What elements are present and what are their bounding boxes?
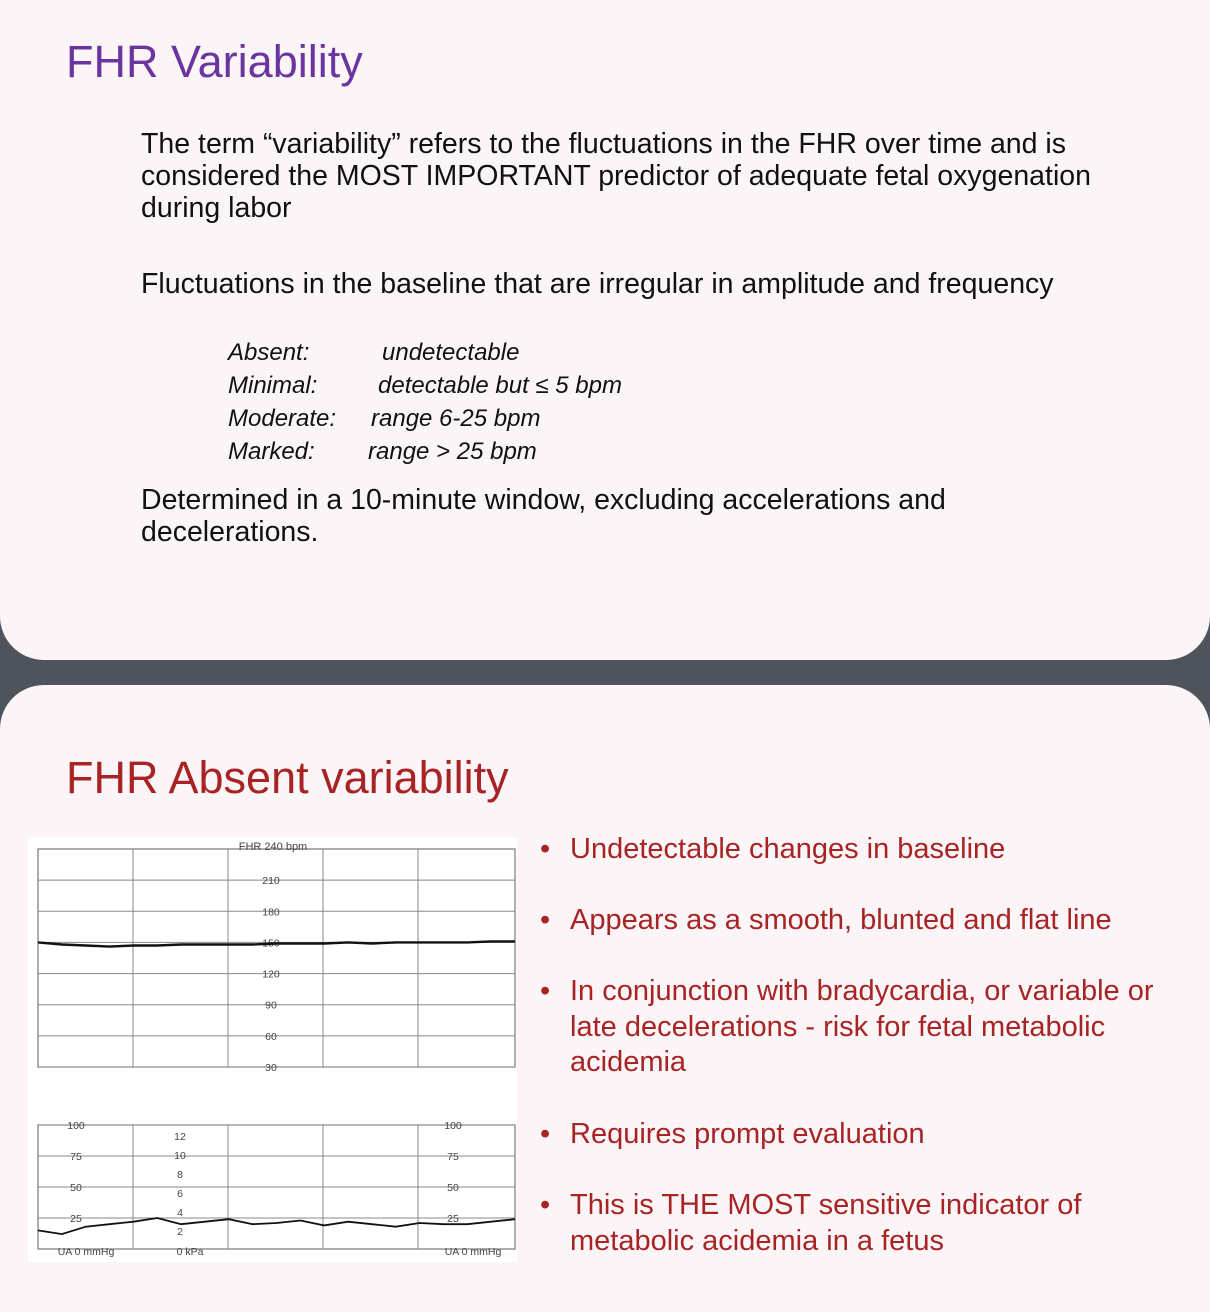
fhr-tick-label: 90 [265, 999, 277, 1012]
ua-right-tick-label: 75 [447, 1151, 459, 1163]
ua-left-tick-label: 25 [70, 1213, 82, 1225]
ua-kpa-tick-label: 8 [177, 1169, 183, 1181]
absent-variability-bullets [538, 832, 1188, 1259]
ua-kpa-axis-label: 0 kPa [176, 1246, 204, 1258]
fhr-tracing-chart [28, 837, 517, 1262]
level-term: Marked: [228, 438, 315, 465]
bullet-item [538, 1117, 1188, 1153]
ua-left-axis-label: UA 0 mmHg [57, 1246, 115, 1258]
bullet-item [538, 974, 1188, 1081]
bullet-text: Appears as a smooth, blunted and flat line [570, 903, 1112, 936]
ua-right-tick-label: 100 [444, 1120, 462, 1132]
variability-level-absent [228, 336, 748, 369]
bullet-item [538, 1188, 1188, 1259]
level-definition: range 6-25 bpm [371, 405, 541, 432]
fhr-tick-label: 180 [262, 906, 280, 919]
variability-levels-list [228, 336, 748, 468]
slide-title: FHR Variability [66, 36, 363, 87]
level-term: Absent: [228, 339, 310, 366]
variability-definition: The term “variability” refers to the fluctuations in the FHR over time and is considered the MOST IMPORTANT predictor of adequate fetal oxygenation during labor [141, 128, 1091, 224]
fhr-tracing-svg [28, 837, 517, 1262]
fluctuations-description: Fluctuations in the baseline that are irregular in amplitude and frequency [141, 268, 1054, 300]
ua-kpa-tick-label: 10 [174, 1150, 186, 1162]
ua-left-tick-label: 50 [70, 1182, 82, 1194]
ua-right-tick-label: 50 [447, 1182, 459, 1194]
bullet-dot: • [540, 903, 551, 936]
window-note: Determined in a 10-minute window, excluding accelerations and decelerations. [141, 484, 946, 548]
bullet-dot: • [540, 1189, 551, 1221]
slide-fhr-absent-variability [0, 685, 1210, 1312]
bullet-text: This is THE MOST sensitive indicator of metabolic acidemia in a fetus [570, 1189, 1082, 1257]
bullet-dot: • [540, 975, 551, 1007]
fhr-tick-label: 210 [262, 875, 280, 888]
level-definition: detectable but ≤ 5 bpm [378, 372, 622, 399]
variability-level-moderate [228, 402, 748, 435]
fhr-tick-label: 150 [262, 937, 280, 950]
ua-left-tick-label: 100 [67, 1120, 85, 1132]
bullet-text: Undetectable changes in baseline [570, 833, 1006, 865]
ua-left-tick-label: 75 [70, 1151, 82, 1163]
bullet-item [538, 903, 1188, 939]
bullet-dot: • [540, 833, 551, 865]
ua-trace-line [38, 1218, 515, 1234]
fhr-title-label: FHR 240 bpm [238, 841, 308, 853]
ua-kpa-tick-label: 2 [177, 1226, 183, 1238]
variability-level-marked [228, 435, 748, 468]
ua-right-tick-label: 25 [447, 1213, 459, 1225]
fhr-tick-label: 60 [265, 1030, 277, 1043]
level-term: Moderate: [228, 405, 337, 432]
level-definition: undetectable [382, 339, 520, 366]
ua-kpa-tick-label: 12 [174, 1131, 186, 1143]
bullet-text: Requires prompt evaluation [570, 1117, 925, 1150]
fhr-tick-label: 120 [262, 968, 280, 981]
level-term: Minimal: [228, 372, 318, 399]
fhr-tick-label: 30 [265, 1062, 277, 1074]
bullet-item [538, 832, 1188, 868]
ua-kpa-tick-label: 4 [177, 1207, 183, 1219]
slide-title: FHR Absent variability [66, 752, 509, 803]
ua-kpa-tick-label: 6 [177, 1188, 183, 1200]
variability-level-minimal [228, 369, 748, 402]
level-definition: range > 25 bpm [368, 438, 537, 465]
bullet-text: In conjunction with bradycardia, or variable or late decelerations - risk for fetal metabolic acidemia [570, 975, 1154, 1078]
bullet-dot: • [540, 1117, 551, 1150]
ua-right-axis-label: UA 0 mmHg [444, 1246, 502, 1258]
